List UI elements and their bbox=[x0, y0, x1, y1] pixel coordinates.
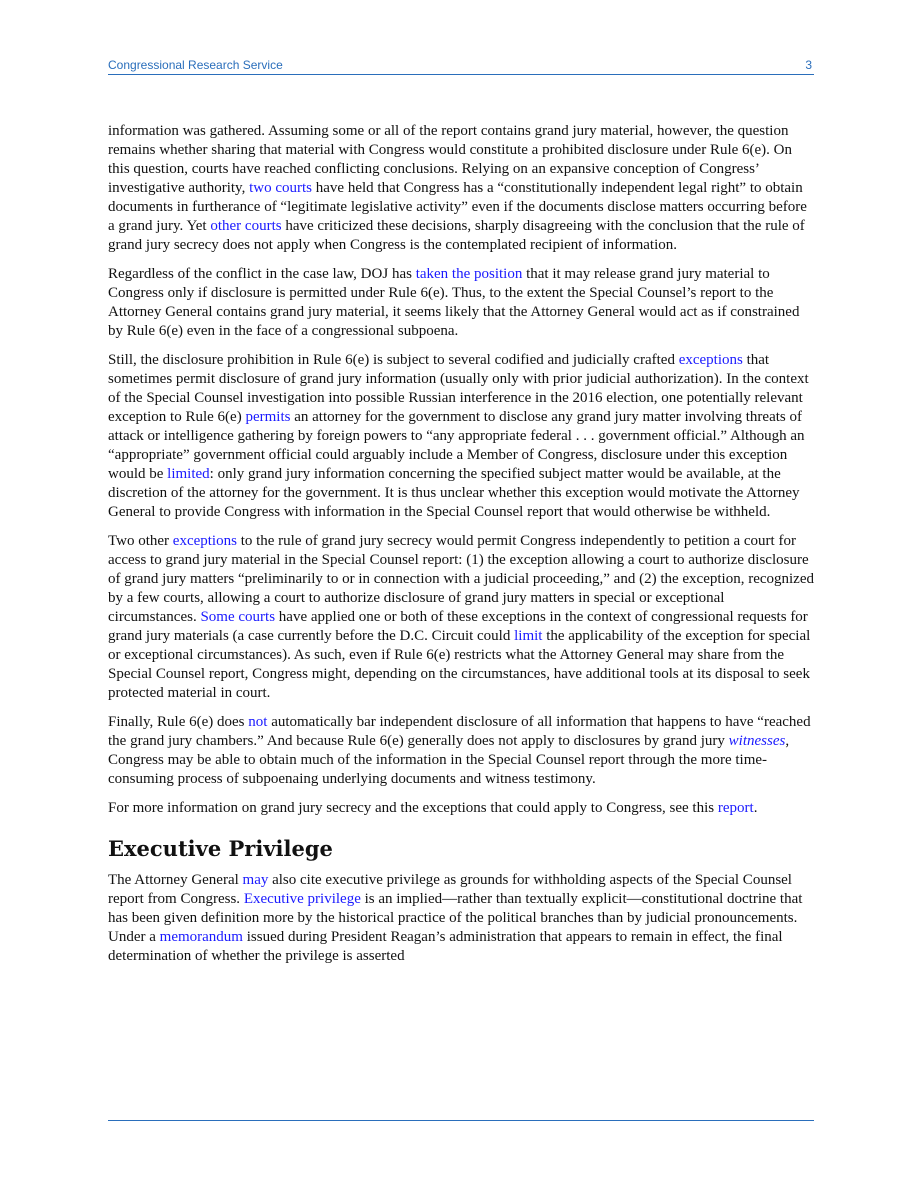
link-not[interactable]: not bbox=[248, 714, 268, 730]
paragraph-text: Still, the disclosure prohibition in Rule 6(e) is subject to several codified and judicially crafted bbox=[108, 352, 679, 368]
paragraph-text: that sometimes permit disclosure of grand jury information (usually only with prior judicial authorization). In the context of the Special Counsel investigation into possible Russian interference in the 2016 election, one potentially relevant exception to Rule 6(e) bbox=[108, 352, 809, 425]
paragraph-text: information was gathered. Assuming some or all of the report contains grand jury material, however, the question remains whether sharing that material with Congress would constitute a prohibited disclosure under Rule 6(e). On this question, courts have reached conflicting conclusions. Relying on an expansive conception of Congress’ investigative authority, bbox=[108, 123, 793, 196]
footer-divider bbox=[108, 1120, 814, 1121]
paragraph-text: to the rule of grand jury secrecy would permit Congress independently to petition a court for access to grand jury material in the Special Counsel report: (1) the exception allowing a court to authorize disclosure of grand jury matters “preliminarily to or in connection with a judicial proceeding,” and (2) the exception, recognized by a few courts, allowing a court to authorize disclosure of grand jury matters in special or exceptional circumstances. bbox=[108, 533, 814, 625]
paragraph-text: an attorney for the government to disclose any grand jury matter involving threats of attack or intelligence gathering by foreign powers to “any appropriate federal . . . government official.” Although an “appropriate” government official could arguably include a Member of Congress, disclosure under this exception would be bbox=[108, 409, 805, 482]
paragraph-text: . bbox=[753, 800, 758, 816]
paragraph-doj-position bbox=[108, 265, 814, 341]
paragraph-two-other-exceptions bbox=[108, 532, 814, 703]
link-may[interactable]: may bbox=[242, 872, 269, 888]
link-exceptions-2[interactable]: exceptions bbox=[172, 533, 237, 549]
paragraph-text: The Attorney General bbox=[108, 872, 243, 888]
link-witnesses[interactable]: witnesses bbox=[728, 733, 786, 749]
paragraph-text: Regardless of the conflict in the case law, DOJ has bbox=[108, 266, 416, 282]
paragraph-text: : only grand jury information concerning the specified subject matter would be available, at the discretion of the attorney for the government. It is thus unclear whether this exception would motivate the Attorney General to provide Congress with information in the Special Counsel report that would otherwise be withheld. bbox=[108, 466, 800, 520]
paragraph-more-information bbox=[108, 799, 814, 818]
paragraph-disclosure-exceptions bbox=[108, 351, 814, 522]
link-some-courts[interactable]: Some courts bbox=[200, 609, 276, 625]
paragraph-text: have criticized these decisions, sharply disagreeing with the conclusion that the rule of grand jury secrecy does not apply when Congress is the contemplated recipient of information. bbox=[108, 218, 805, 253]
paragraph-grand-jury-courts bbox=[108, 122, 814, 255]
paragraph-independent-disclosure bbox=[108, 713, 814, 789]
page-number: 3 bbox=[805, 58, 812, 72]
paragraph-text: For more information on grand jury secrecy and the exceptions that could apply to Congress, see this bbox=[108, 800, 718, 816]
paragraph-text: automatically bar independent disclosure of all information that happens to have “reached the grand jury chambers.” And because Rule 6(e) generally does not apply to disclosures by grand jury bbox=[108, 714, 811, 749]
link-other-courts[interactable]: other courts bbox=[210, 218, 282, 234]
link-limited[interactable]: limited bbox=[167, 466, 210, 482]
paragraph-text: Two other bbox=[108, 533, 173, 549]
section-heading-executive-privilege: Executive Privilege bbox=[108, 836, 333, 861]
link-executive-privilege[interactable]: Executive privilege bbox=[243, 891, 361, 907]
paragraph-text: is an implied—rather than textually explicit—constitutional doctrine that has been given definition more by the historical practice of the political branches than by judicial pronouncements. Under a bbox=[108, 891, 803, 945]
paragraph-text: have applied one or both of these exceptions in the context of congressional requests for grand jury materials (a case currently before the D.C. Circuit could bbox=[108, 609, 808, 644]
link-taken-the-position[interactable]: taken the position bbox=[415, 266, 523, 282]
paragraph-text: , Congress may be able to obtain much of the information in the Special Counsel report through the more time-consuming process of subpoenaing underlying documents and witness testimony. bbox=[108, 733, 790, 787]
paragraph-executive-privilege bbox=[108, 871, 814, 966]
link-permits[interactable]: permits bbox=[245, 409, 291, 425]
running-header bbox=[108, 58, 814, 75]
link-two-courts[interactable]: two courts bbox=[249, 180, 313, 196]
header-organization: Congressional Research Service bbox=[108, 58, 283, 72]
paragraph-text: the applicability of the exception for special or exceptional circumstances). As such, even if Rule 6(e) restricts what the Attorney General may share from the Special Counsel report, Congress might, depending on the circumstances, have additional tools at its disposal to seek protected material in court. bbox=[108, 628, 811, 701]
document-body bbox=[108, 122, 814, 976]
paragraph-text: Finally, Rule 6(e) does bbox=[108, 714, 249, 730]
link-exceptions[interactable]: exceptions bbox=[678, 352, 743, 368]
paragraph-text: that it may release grand jury material to Congress only if disclosure is permitted under Rule 6(e). Thus, to the extent the Special Counsel’s report to the Attorney General contains grand jury material, it seems likely that the Attorney General would act as if constrained by Rule 6(e) even in the face of a congressional subpoena. bbox=[108, 266, 800, 339]
paragraph-text: have held that Congress has a “constitutionally independent legal right” to obtain documents in furtherance of “legitimate legislative activity” even if the documents disclose matters occurring before a grand jury. Yet bbox=[108, 180, 807, 234]
link-memorandum[interactable]: memorandum bbox=[159, 929, 243, 945]
link-limit[interactable]: limit bbox=[514, 628, 543, 644]
paragraph-text: also cite executive privilege as grounds for withholding aspects of the Special Counsel report from Congress. bbox=[108, 872, 792, 907]
link-report[interactable]: report bbox=[717, 800, 754, 816]
paragraph-text: issued during President Reagan’s administration that appears to remain in effect, the final determination of whether the privilege is asserted bbox=[108, 929, 783, 964]
